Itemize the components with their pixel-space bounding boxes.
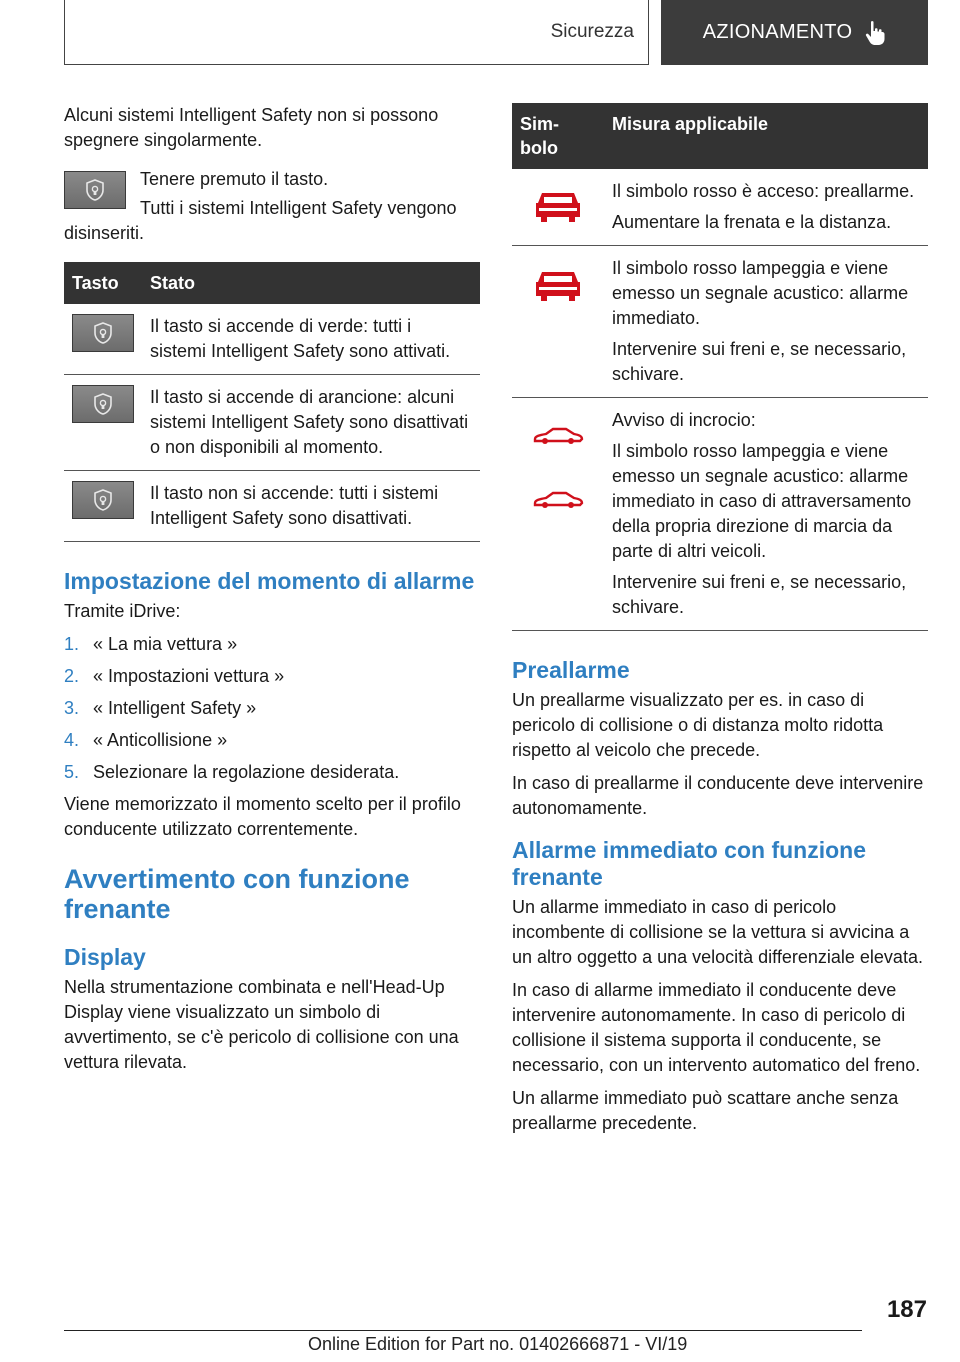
safety-button-image: [72, 481, 134, 519]
list-item: 1. « La mia vettura »: [64, 634, 238, 654]
hold-button-block: [64, 167, 480, 246]
intelligent-safety-button-icon: [92, 488, 114, 512]
table-row: [64, 375, 480, 471]
measure-text: Intervenire sui freni e, se necessario, schivare.: [612, 572, 907, 617]
measure-text: Il simbolo rosso lampeggia e viene emesso un segnale acustico: allarme immediato.: [612, 258, 909, 328]
all-off-text: Tutti i sistemi Intelligent Safety vengono disinseriti.: [64, 198, 457, 243]
table-row: [64, 304, 480, 375]
list-item: 5. Selezionare la regolazione desiderata.: [64, 762, 400, 782]
table-row: [512, 398, 928, 631]
display-heading: Display: [64, 944, 146, 970]
safety-button-image: [72, 314, 134, 352]
intelligent-safety-button-icon: [92, 321, 114, 345]
hand-pointer-icon: [864, 20, 886, 46]
intro-text: Alcuni sistemi Intelligent Safety non si possono spegnere singolarmente.: [64, 105, 439, 150]
car-side-warning-icon: [532, 490, 584, 510]
table-header-state: Stato: [142, 262, 480, 304]
page-number: 187: [886, 1296, 927, 1323]
car-side-warning-icon: [532, 426, 584, 446]
intelligent-safety-button-icon: [92, 392, 114, 416]
measure-text: Aumentare la frenata e la distanza.: [612, 212, 892, 232]
acute-heading: Allarme immediato con funzione frenante: [512, 837, 866, 890]
edition-text: Online Edition for Part no. 01402666871 - VI/19: [308, 1334, 688, 1354]
hold-button-text: Tenere premuto il tasto.: [140, 169, 329, 189]
acute-text: In caso di allarme immediato il conducente deve intervenire autonomamente. In caso di pericolo di collisione il sistema supporta il conducente, se necessario, con un intervento automatico del freno.: [512, 980, 921, 1075]
table-header-symbol: Sim- bolo: [512, 103, 604, 169]
acute-text: Un allarme immediato in caso di pericolo incombente di collisione se la vettura si avvicina a un altro oggetto a una velocità differenziale elevata.: [512, 897, 923, 967]
intelligent-safety-button-icon: [84, 178, 106, 202]
car-front-warning-icon: [533, 189, 583, 225]
safety-button-image: [64, 171, 126, 209]
section-title: Sicurezza: [550, 21, 634, 42]
measure-text: Il simbolo rosso lampeggia e viene emesso un segnale acustico: allarme immediato in caso di attraversamento della propria direzione di marcia da parte di altri veicoli.: [612, 441, 912, 561]
prewarn-text: Un preallarme visualizzato per es. in caso di pericolo di collisione o di distanza molto ridotta rispetto al veicolo che precede.: [512, 690, 884, 760]
measure-text: Il simbolo rosso è acceso: preallarme.: [612, 181, 915, 201]
prewarn-text: In caso di preallarme il conducente deve intervenire autonomamente.: [512, 773, 924, 818]
state-text: Il tasto si accende di verde: tutti i sistemi Intelligent Safety sono attivati.: [142, 304, 480, 375]
state-text: Il tasto non si accende: tutti i sistemi Intelligent Safety sono disattivati.: [142, 471, 480, 542]
footer-rule: [64, 1330, 862, 1331]
measure-text: Intervenire sui freni e, se necessario, schivare.: [612, 339, 907, 384]
table-header-measure: Misura applicabile: [604, 103, 928, 169]
measure-text: Avviso di incrocio:: [612, 410, 756, 430]
button-state-table: [64, 262, 480, 542]
symbol-table: [512, 103, 928, 631]
left-column: [64, 103, 480, 1083]
page-header: [64, 0, 928, 65]
display-text: Nella strumentazione combinata e nell'Head-Up Display viene visualizzato un simbolo di avvertimento, se c'è pericolo di collisione con una vettura rilevata.: [64, 977, 459, 1072]
list-item: 3. « Intelligent Safety »: [64, 698, 257, 718]
section-tab: [64, 0, 649, 65]
list-item: 2. « Impostazioni vettura »: [64, 666, 285, 686]
safety-button-image: [72, 385, 134, 423]
table-row: [512, 246, 928, 398]
right-column: [512, 103, 928, 1144]
list-item: 4. « Anticollisione »: [64, 730, 228, 750]
car-front-warning-icon: [533, 268, 583, 304]
table-row: [64, 471, 480, 542]
state-text: Il tasto si accende di arancione: alcuni sistemi Intelligent Safety sono disattivati o non disponibili al momento.: [142, 375, 480, 471]
table-header-key: Tasto: [64, 262, 142, 304]
stored-text: Viene memorizzato il momento scelto per il profilo conducente utilizzato correntemente.: [64, 794, 461, 839]
steps-list: [64, 632, 480, 785]
chapter-title: AZIONAMENTO: [702, 21, 853, 43]
braking-heading: Avvertimento con funzione frenante: [64, 864, 410, 924]
chapter-tab: [661, 0, 928, 65]
prewarn-heading: Preallarme: [512, 657, 630, 683]
via-idrive-text: Tramite iDrive:: [64, 601, 181, 621]
timing-heading: Impostazione del momento di allarme: [64, 568, 475, 594]
acute-text: Un allarme immediato può scattare anche senza preallarme precedente.: [512, 1088, 899, 1133]
table-row: [512, 169, 928, 246]
